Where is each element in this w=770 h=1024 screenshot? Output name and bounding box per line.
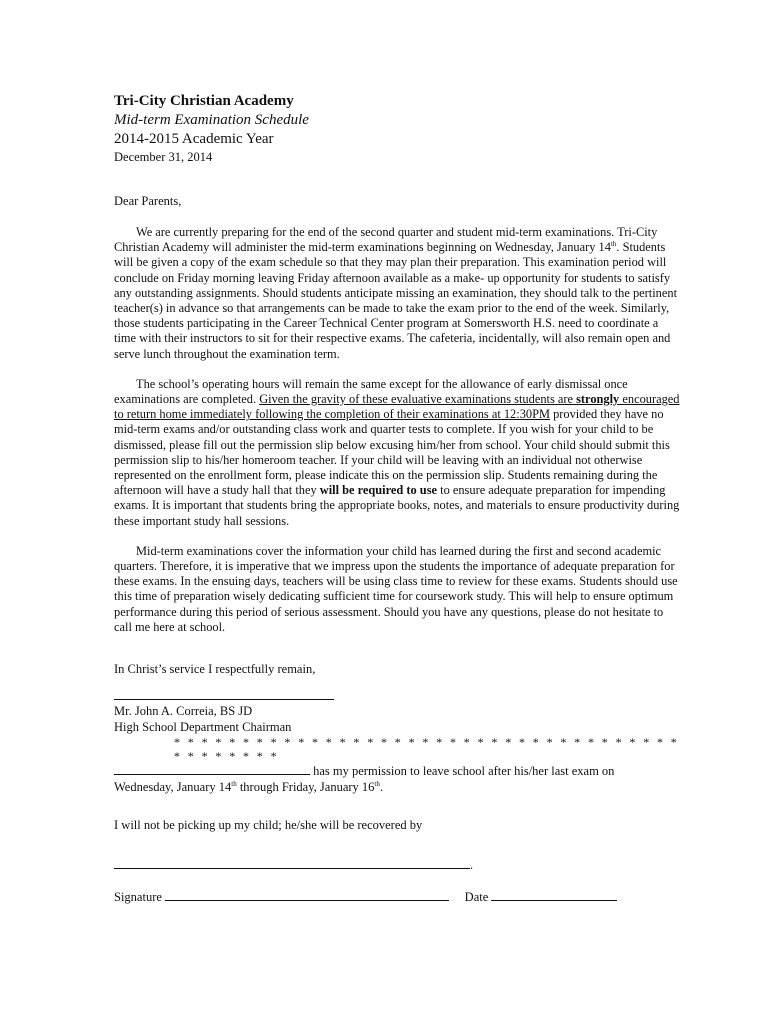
signature-label: Signature — [114, 890, 162, 905]
school-name: Tri-City Christian Academy — [114, 93, 294, 109]
permission-dates — [114, 779, 680, 795]
p2-strongly: strongly — [576, 392, 620, 407]
p1-text-b: . Students will be given a copy of the exam schedule so that they may plan their preparation. This examination period will conclude on Friday morning leaving Friday afternoon available as a make- up opportunity for students to satisfy any outstanding assignments. Should students anticipate missing an examination, they should talk to the pertinent teacher(s) in advance so that arrangements can be made to take the exam prior to the end of the week. Similarly, those students participating in the Career Technical Center program at Somersworth H.S. need to coordinate a time with their instructors to sit for their respective exams. The cafeteria, incidentally, will also remain open and serve lunch throughout the examination term. — [114, 240, 678, 361]
p1-text-a: We are currently preparing for the end of the second quarter and student mid-term examinations. Tri-City Christian Academy will administer the mid-term examinations beginning on Wednesday, January 14 — [114, 225, 658, 255]
permission-statement — [114, 763, 680, 779]
perm-sup-2: th — [374, 780, 380, 789]
signature-rule — [114, 699, 334, 700]
p2-text-a: The school’s operating hours will remain the same except for the allowance of early dismissal once examinations are completed. — [114, 376, 628, 407]
paragraph-1 — [114, 225, 680, 362]
p2-bold-required: will be required to use — [319, 483, 438, 498]
closing-line: In Christ’s service I respectfully remain, — [114, 662, 316, 677]
perm-date-b: through Friday, January 16 — [236, 780, 375, 795]
paragraph-3: Mid-term examinations cover the information your child has learned during the first and second academic quarters. Therefore, it is imperative that we impress upon the students the importance of adequate preparation for these exams. In the ensuing days, teachers will be using class time to review for these exams. Students should use this time of preparation wisely dedicating sufficient time for coursework study. This will help to ensure optimum performance during this period of serious assessment. Should you have any questions, please do not hesitate to call me here at school. — [114, 543, 678, 634]
pickup-statement: I will not be picking up my child; he/she will be recovered by — [114, 818, 423, 833]
date-label: Date — [464, 890, 489, 905]
separator-stars: * * * * * * * * * * * * * * * * * * * * * * * * * * * * * * * * * * * * * * * * * * * * * — [174, 735, 680, 764]
permission-text: has my permission to leave school after his/her last exam on — [310, 764, 615, 779]
p2-text-c: to ensure adequate preparation for impending exams. It is important that students bring the appropriate books, notes, and materials to ensure productivity during these important study hall sessions. — [114, 483, 680, 528]
perm-sup-1: th — [231, 780, 237, 789]
paragraph-2 — [114, 377, 680, 529]
recovered-by-blank[interactable] — [114, 868, 470, 869]
signature-row — [114, 889, 680, 905]
perm-date-c: . — [379, 780, 383, 795]
date-blank[interactable] — [491, 900, 617, 901]
signer-title: High School Department Chairman — [114, 720, 292, 735]
document-subtitle: Mid-term Examination Schedule — [114, 112, 309, 128]
p2-underline-1: Given the gravity of these evaluative examinations students are — [259, 392, 577, 407]
recovered-by-row — [114, 857, 680, 873]
perm-date-a: Wednesday, January 14 — [114, 780, 232, 795]
signer-name: Mr. John A. Correia, BS JD — [114, 704, 253, 719]
salutation: Dear Parents, — [114, 194, 182, 208]
p2-underline-2: encouraged to return home immediately following the completion of their examinations at 12:30PM — [114, 392, 680, 422]
academic-year: 2014-2015 Academic Year — [114, 131, 274, 147]
letter-page — [114, 92, 680, 905]
p2-text-b: provided they have no mid-term exams and/or outstanding class work and quarter tests to complete. If you wish for your child to be dismissed, please fill out the permission slip below excusing him/her from school. Your child should submit this permission slip to his/her homeroom teacher. If your child will be leaving with an individual not otherwise represented on the enrollment form, please indicate this on the permission slip. Students remaining during the afternoon will have a study hall that they — [114, 407, 670, 498]
p1-superscript: th — [610, 240, 617, 249]
letter-date: December 31, 2014 — [114, 150, 213, 164]
signature-blank[interactable] — [165, 900, 449, 901]
student-name-blank[interactable] — [114, 774, 310, 775]
recovered-by-period: . — [470, 858, 474, 873]
